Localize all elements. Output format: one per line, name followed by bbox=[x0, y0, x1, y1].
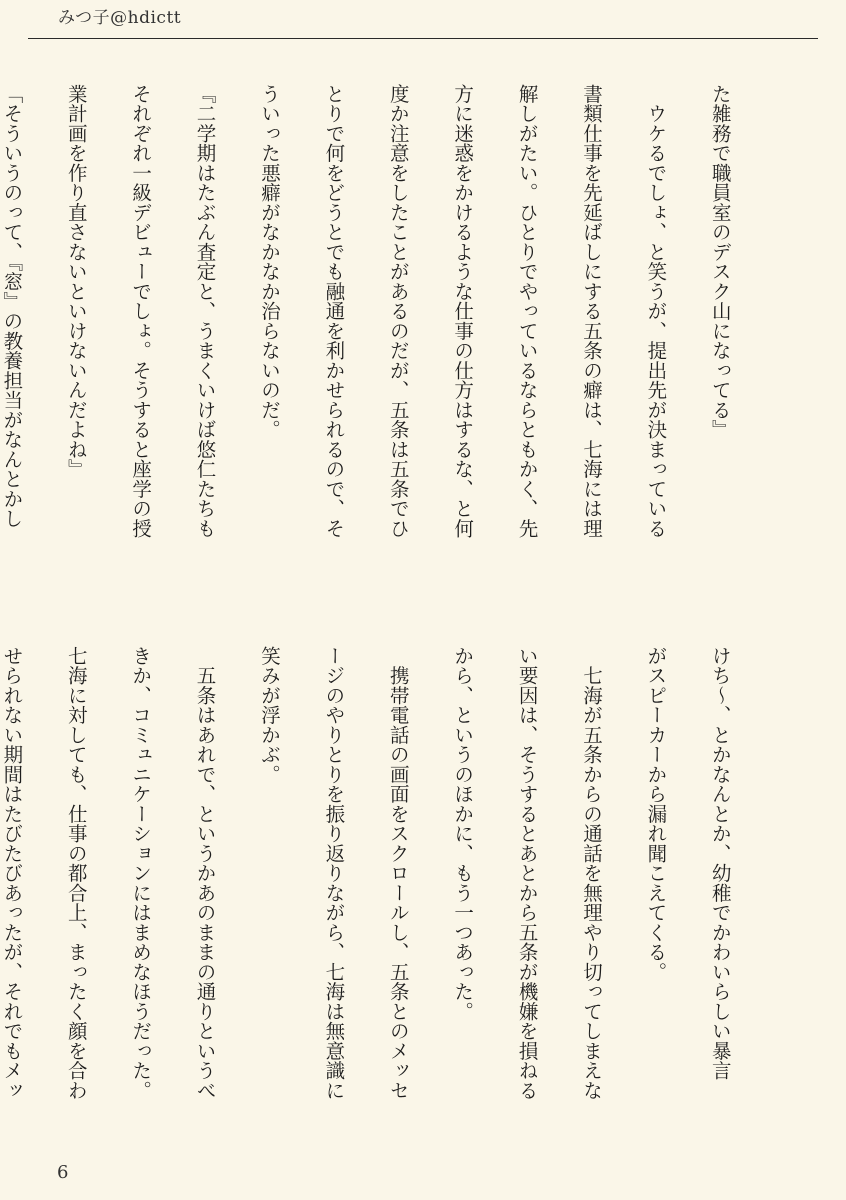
text-line: 七海に対しても、仕事の都合上、まったく顔を合わ bbox=[64, 645, 88, 1101]
text-line: ージのやりとりを振り返りながら、七海は無意識に bbox=[322, 645, 346, 1101]
text-line: 方に迷惑をかけるような仕事の仕方はするな、と何 bbox=[451, 83, 475, 539]
text-line: 「そういうのって、『窓』の教養担当がなんとかし bbox=[0, 83, 24, 529]
text-line: 業計画を作り直さないといけないんだよね』 bbox=[64, 83, 88, 479]
text-line: 『二学期はたぶん査定と、うまくいけば悠仁たちも bbox=[193, 83, 217, 539]
upper-text-block bbox=[0, 58, 768, 586]
text-line: 解しがたい。ひとりでやっているならともかく、先 bbox=[515, 83, 539, 539]
text-line: けち〜、とかなんとか、幼稚でかわいらしい暴言 bbox=[708, 645, 732, 1081]
text-line: きか、コミュニケーションにはまめなほうだった。 bbox=[129, 645, 153, 1101]
text-line: 七海が五条からの通話を無理やり切ってしまえな bbox=[579, 645, 603, 1101]
text-line: 書類仕事を先延ばしにする五条の癖は、七海には理 bbox=[579, 83, 603, 539]
header-divider bbox=[28, 38, 818, 39]
text-line: ういった悪癖がなかなか治らないのだ。 bbox=[257, 83, 281, 440]
text-line: た雑務で職員室のデスク山になってる』 bbox=[708, 83, 732, 440]
text-line: 五条はあれで、というかあのままの通りというべ bbox=[193, 645, 217, 1101]
text-line: とりで何をどうとでも融通を利かせられるので、そ bbox=[322, 83, 346, 539]
page-number: 6 bbox=[57, 1162, 69, 1183]
lower-text-block bbox=[0, 620, 768, 1150]
text-line: 携帯電話の画面をスクロールし、五条とのメッセ bbox=[386, 645, 410, 1101]
text-line: せられない期間はたびたびあったが、それでもメッ bbox=[0, 645, 24, 1101]
text-line: それぞれ一級デビューでしょ。そうすると座学の授 bbox=[129, 83, 153, 539]
text-line: ウケるでしょ、と笑うが、提出先が決まっている bbox=[644, 83, 668, 539]
text-line: い要因は、そうするとあとから五条が機嫌を損ねる bbox=[515, 645, 539, 1101]
text-line: がスピーカーから漏れ聞こえてくる。 bbox=[644, 645, 668, 982]
text-line: から、というのほかに、もう一つあった。 bbox=[451, 645, 475, 1022]
text-line: 笑みが浮かぶ。 bbox=[257, 645, 281, 785]
author-header: みつ子@hdictt bbox=[58, 8, 182, 28]
text-line: 度か注意をしたことがあるのだが、五条は五条でひ bbox=[386, 83, 410, 539]
